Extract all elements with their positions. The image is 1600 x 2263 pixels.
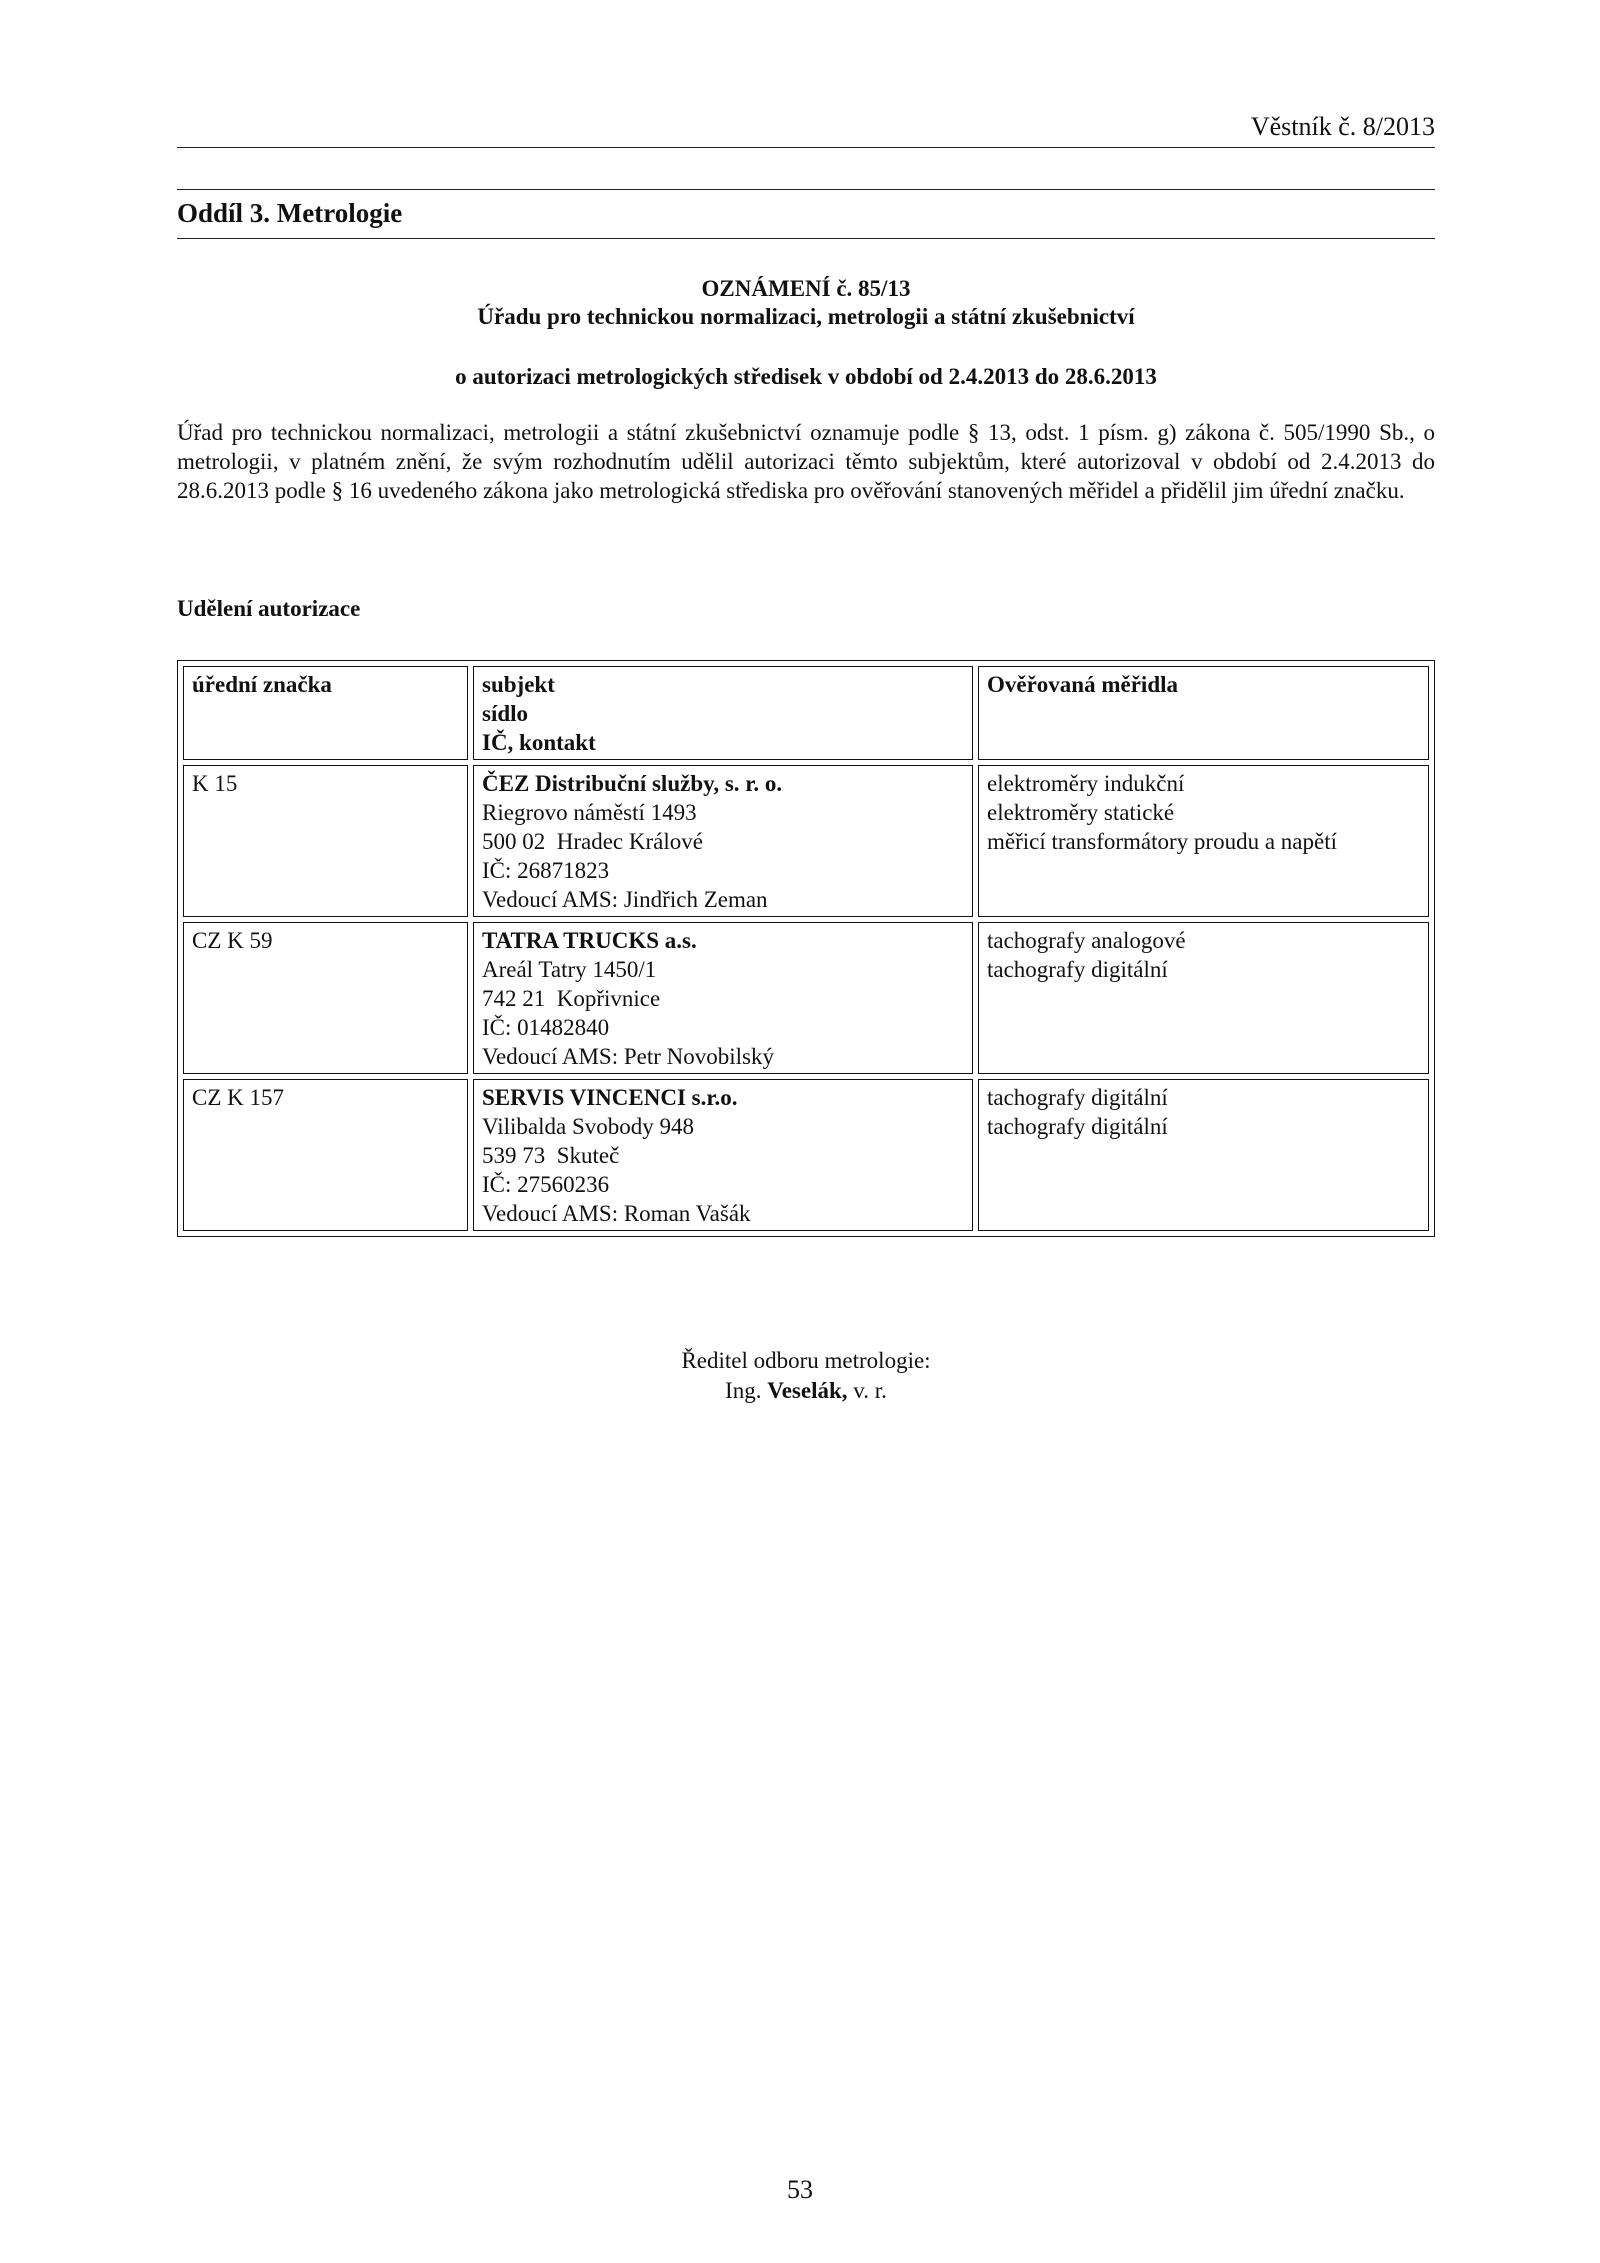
instrument: tachografy digitální [987, 1085, 1168, 1110]
cell-subject [473, 765, 973, 917]
cell-instruments [978, 922, 1429, 1074]
subject-street: Riegrovo náměstí 1493 [482, 800, 697, 825]
section-rule-top [177, 189, 1435, 190]
journal-issue: Věstník č. 8/2013 [1250, 112, 1435, 141]
notice-number: OZNÁMENÍ č. 85/13 [701, 276, 911, 301]
subject-name: TATRA TRUCKS a.s. [482, 928, 697, 953]
intro-paragraph: Úřad pro technickou normalizaci, metrologii a státní zkušebnictví oznamuje podle § 13, odst. 1 písm. g) zákona č. 505/1990 Sb., o metrologii, v platném znění, že svým rozhodnutím udělil autorizaci těmto subjektům, které autorizoval v období od 2.4.2013 do 28.6.2013 podle § 16 uvedeného zákona jako metrologická střediska pro ověřování stanovených měřidel a přidělil jim úřední značku. [177, 420, 1435, 503]
notice-subject: o autorizaci metrologických středisek v období od 2.4.2013 do 28.6.2013 [455, 364, 1157, 389]
table-row [183, 1079, 1429, 1231]
page-number: 53 [787, 2175, 813, 2204]
subject-city: 500 02 Hradec Králové [482, 829, 703, 854]
instrument: elektroměry statické [987, 800, 1175, 825]
subject-street: Areál Tatry 1450/1 [482, 957, 657, 982]
signature-surname: Veselák, [767, 1378, 848, 1403]
subject-street: Vilibalda Svobody 948 [482, 1114, 694, 1139]
header-rule [177, 147, 1435, 148]
instrument: tachografy analogové [987, 928, 1186, 953]
cell-instruments [978, 765, 1429, 917]
instrument: tachografy digitální [987, 957, 1168, 982]
signature-block [177, 1346, 1435, 1406]
cell-subject [473, 1079, 973, 1231]
signature-role: Ředitel odboru metrologie: [681, 1348, 931, 1373]
cell-mark: K 15 [183, 765, 468, 917]
notice-issuer: Úřadu pro technickou normalizaci, metrologii a státní zkušebnictví [477, 304, 1135, 329]
instrument: elektroměry indukční [987, 771, 1185, 796]
cell-mark: CZ K 59 [183, 922, 468, 1074]
subject-ico: IČ: 27560236 [482, 1172, 610, 1197]
cell-subject [473, 922, 973, 1074]
subject-head: Vedoucí AMS: Petr Novobilský [482, 1044, 774, 1069]
header-instruments: Ověřovaná měřidla [978, 666, 1429, 760]
table-header-row [183, 666, 1429, 760]
signature-name: Ing. Veselák, v. r. [725, 1378, 887, 1403]
section-rule-bottom [177, 238, 1435, 239]
subject-ico: IČ: 26871823 [482, 858, 610, 883]
section-title: Oddíl 3. Metrologie [177, 198, 403, 228]
subject-city: 742 21 Kopřivnice [482, 986, 661, 1011]
authorization-table [177, 660, 1435, 1237]
subject-name: ČEZ Distribuční služby, s. r. o. [482, 771, 783, 796]
subject-head: Vedoucí AMS: Jindřich Zeman [482, 887, 768, 912]
header-mark: úřední značka [183, 666, 468, 760]
subject-name: SERVIS VINCENCI s.r.o. [482, 1085, 738, 1110]
header-subject: subjekt sídlo IČ, kontakt [473, 666, 973, 760]
table-row [183, 922, 1429, 1074]
grant-heading: Udělení autorizace [177, 596, 361, 621]
subject-city: 539 73 Skuteč [482, 1143, 620, 1168]
cell-instruments [978, 1079, 1429, 1231]
instrument: tachografy digitální [987, 1114, 1168, 1139]
table-row [183, 765, 1429, 917]
subject-ico: IČ: 01482840 [482, 1015, 610, 1040]
instrument: měřicí transformátory proudu a napětí [987, 829, 1337, 854]
cell-mark: CZ K 157 [183, 1079, 468, 1231]
subject-head: Vedoucí AMS: Roman Vašák [482, 1201, 751, 1226]
